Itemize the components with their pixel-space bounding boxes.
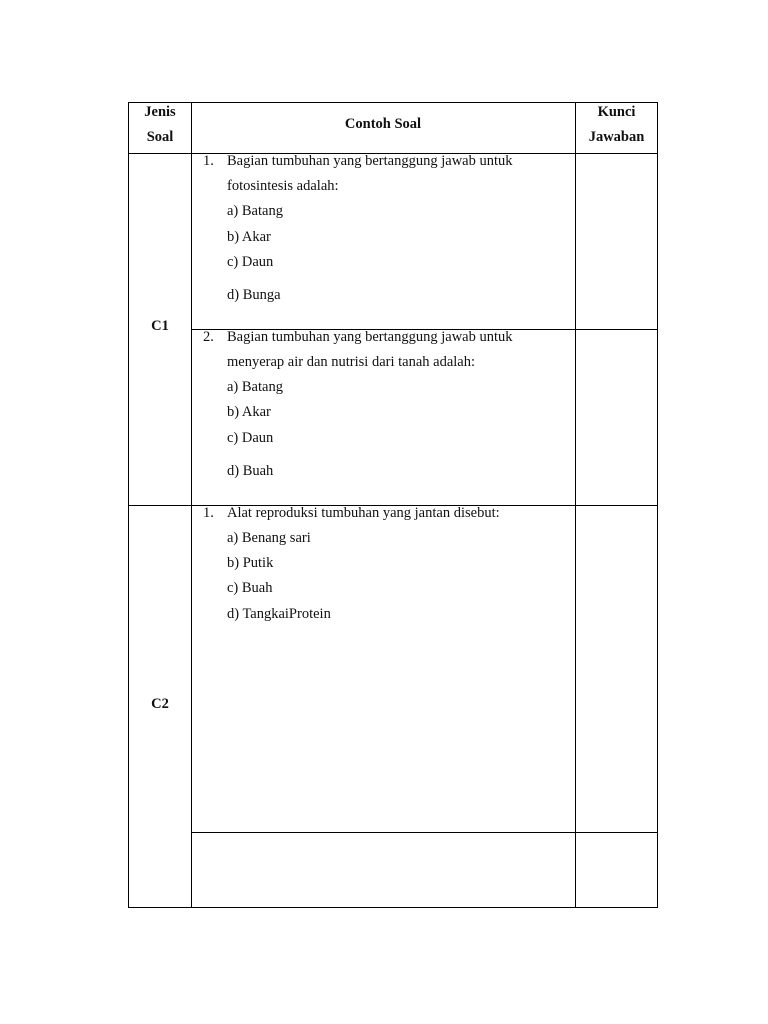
c2-q1-number: 1. xyxy=(203,505,214,521)
c1-q2-number: 2. xyxy=(203,329,214,345)
c2-q1-option-b: b) Putik xyxy=(227,555,274,571)
header-jenis-line1: Jenis xyxy=(144,104,176,120)
c1-q1-option-b: b) Akar xyxy=(227,229,271,245)
c2-q1-line1: Alat reproduksi tumbuhan yang jantan disebut: xyxy=(227,505,500,521)
c1-q2-option-a: a) Batang xyxy=(227,379,283,395)
c2-q1-option-d: d) TangkaiProtein xyxy=(227,606,331,622)
c2-q1-option-c: c) Buah xyxy=(227,580,273,596)
c1-q1-option-c: c) Daun xyxy=(227,254,274,270)
c1-q1-option-a: a) Batang xyxy=(227,203,283,219)
c2-label: C2 xyxy=(151,696,169,712)
c2-q1-option-a: a) Benang sari xyxy=(227,530,311,546)
c1-q2-option-d: d) Buah xyxy=(227,463,274,479)
c2-row-divider xyxy=(191,832,657,833)
header-jenis-soal xyxy=(129,100,191,150)
c1-q1-line1: Bagian tumbuhan yang bertanggung jawab untuk xyxy=(227,153,513,169)
header-jenis-line2: Soal xyxy=(146,129,174,145)
header-kunci-jawaban xyxy=(575,100,658,150)
c1-q1-number: 1. xyxy=(203,153,214,169)
c1-q2-option-c: c) Daun xyxy=(227,430,274,446)
c1-q2-line1: Bagian tumbuhan yang bertanggung jawab untuk xyxy=(227,329,513,345)
c1-q1-line2: fotosintesis adalah: xyxy=(227,178,339,194)
question-table xyxy=(128,102,658,908)
header-contoh-soal: Contoh Soal xyxy=(344,116,422,132)
c1-q1-option-d: d) Bunga xyxy=(227,287,281,303)
c1-q2-line2: menyerap air dan nutrisi dari tanah adalah: xyxy=(227,354,476,370)
header-kunci-line1: Kunci xyxy=(597,104,636,120)
header-kunci-line2: Jawaban xyxy=(588,129,645,145)
c1-q2-option-b: b) Akar xyxy=(227,404,271,420)
c1-label: C1 xyxy=(151,318,169,334)
